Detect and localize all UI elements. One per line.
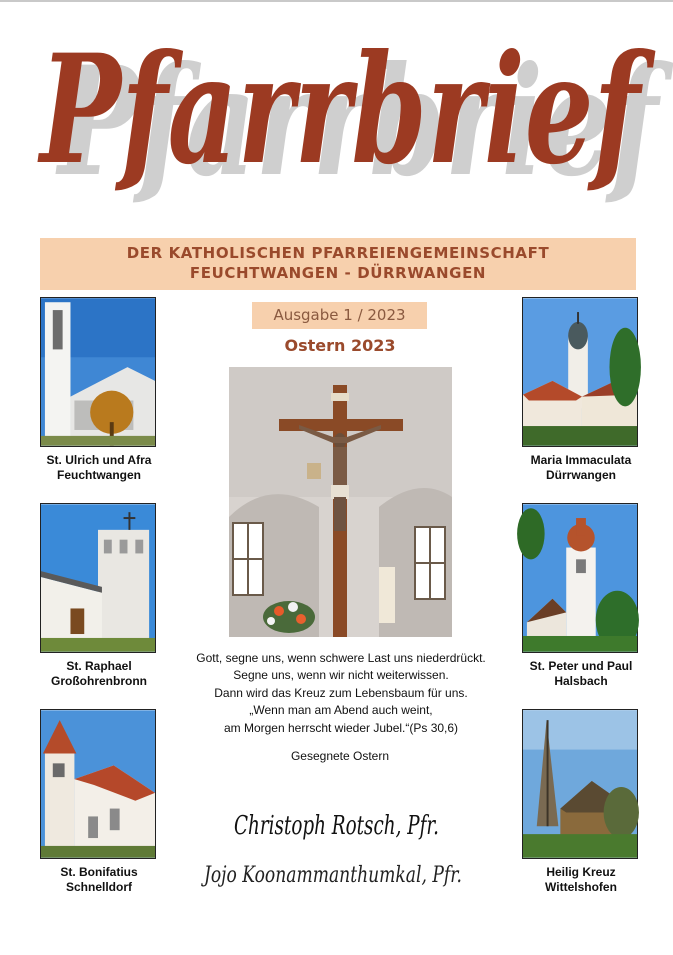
church-photo-st-bonifatius <box>40 709 156 859</box>
church-photo-maria-immaculata <box>522 297 638 447</box>
church-caption-line1: St. Peter und Paul <box>529 659 633 673</box>
parish-header-band <box>40 238 636 290</box>
church-caption-line2: Dürrwangen <box>545 468 616 482</box>
church-tile-st-peter-paul <box>522 503 640 689</box>
masthead-title-art <box>0 6 673 236</box>
church-tile-st-bonifatius <box>40 709 158 895</box>
issue-badge: Ausgabe 1 / 2023 <box>252 302 427 329</box>
prayer-line: Segne uns, wenn wir nicht weiterwissen. <box>233 668 449 683</box>
church-caption-line2: Wittelshofen <box>545 880 617 894</box>
signature-second <box>200 850 470 896</box>
top-rule <box>0 0 673 2</box>
signature-first <box>228 796 448 848</box>
easter-greeting: Gesegnete Ostern <box>290 749 390 763</box>
prayer-line: am Morgen herrscht wieder Jubel.“(Ps 30,6) <box>223 720 459 735</box>
header-line-2: FEUCHTWANGEN - DÜRRWANGEN <box>189 264 487 282</box>
church-tile-heilig-kreuz <box>522 709 640 895</box>
signature-second-text: Jojo Koonammanthumkal, Pfr. <box>200 863 462 888</box>
church-caption-line2: Großohrenbronn <box>51 674 147 688</box>
church-caption-line1: St. Ulrich und Afra <box>46 453 152 467</box>
church-photo-st-raphael <box>40 503 156 653</box>
masthead <box>0 6 673 236</box>
church-photo-st-peter-paul <box>522 503 638 653</box>
church-caption-line1: St. Bonifatius <box>60 865 138 879</box>
easter-title: Ostern 2023 <box>284 336 396 355</box>
prayer-line: „Wenn man am Abend auch weint, <box>249 703 433 718</box>
church-tile-st-raphael <box>40 503 158 689</box>
church-caption-line2: Halsbach <box>554 674 608 688</box>
masthead-title-shadow: Pfarrbrief <box>55 34 673 210</box>
church-photo-heilig-kreuz <box>522 709 638 859</box>
signature-first-text: Christoph Rotsch, Pfr. <box>234 811 439 841</box>
church-photo-st-ulrich <box>40 297 156 447</box>
church-caption-line1: St. Raphael <box>66 659 132 673</box>
church-caption-line2: Schnelldorf <box>65 880 132 894</box>
crucifix-photo <box>229 367 452 637</box>
header-line-1: DER KATHOLISCHEN PFARREIENGEMEINSCHAFT <box>126 244 550 262</box>
church-caption-line1: Maria Immaculata <box>530 453 632 467</box>
church-tile-st-ulrich <box>40 297 158 483</box>
prayer-line: Dann wird das Kreuz zum Lebensbaum für uns. <box>214 685 468 700</box>
church-tile-maria-immaculata <box>522 297 640 483</box>
masthead-title: Pfarrbrief <box>37 22 656 198</box>
church-caption-line2: Feuchtwangen <box>56 468 141 482</box>
easter-prayer <box>180 650 502 737</box>
church-caption-line1: Heilig Kreuz <box>546 865 616 879</box>
prayer-line: Gott, segne uns, wenn schwere Last uns niederdrückt. <box>196 651 486 665</box>
